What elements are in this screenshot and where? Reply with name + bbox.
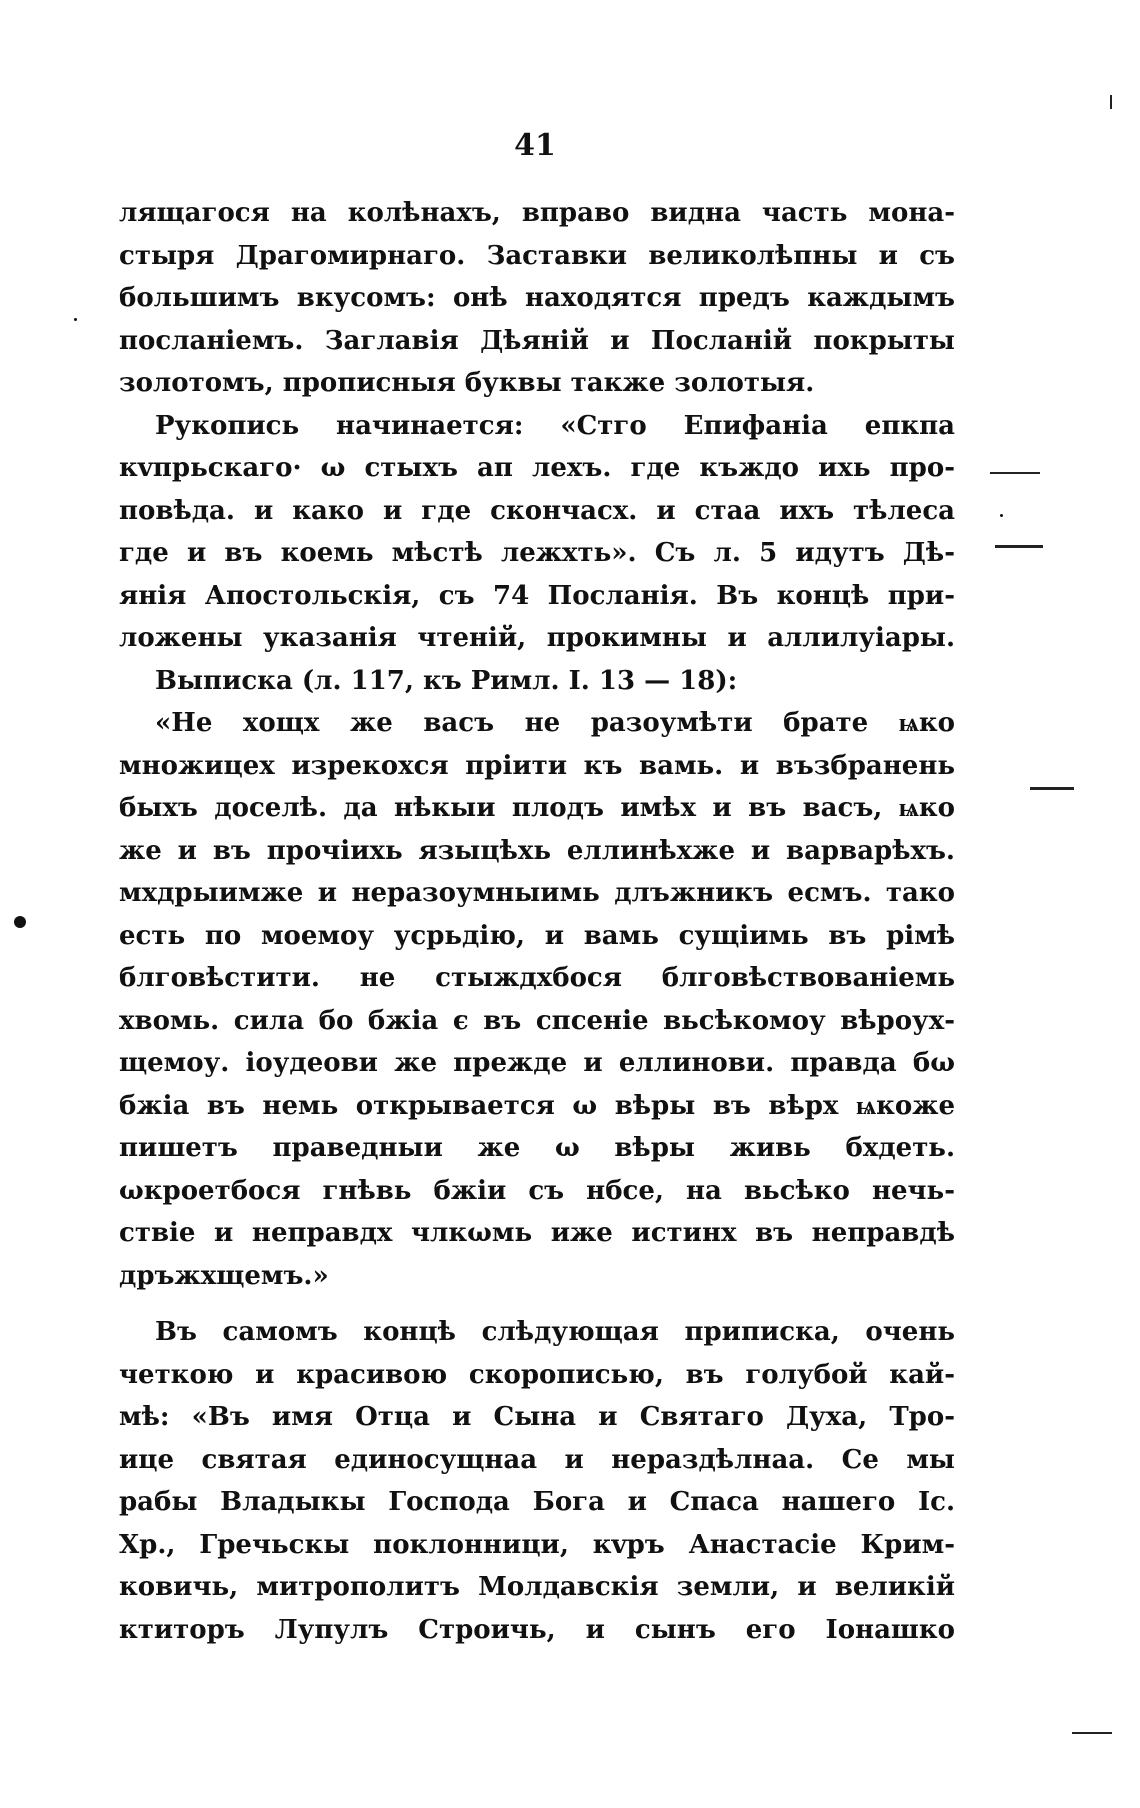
text-line: золотомъ, прописныя буквы также золотыя. [119, 368, 815, 398]
quote-line: «Не хощх же васъ не разоумѣти брате ѩко [155, 708, 955, 738]
margin-mark [1030, 787, 1074, 790]
quote-line: дръжхщемъ.» [119, 1260, 329, 1291]
text-line: Выписка (л. 117, къ Римл. I. 13 — 18): [155, 665, 738, 696]
text-line: лящагося на колѣнахъ, вправо видна часть мона- [119, 198, 955, 228]
margin-mark [995, 545, 1043, 548]
margin-mark [1072, 1732, 1112, 1734]
quote-line: же и въ прочіихь языцѣхь еллинѣхже и варварѣхъ. [119, 835, 955, 866]
text-line: Рукопись начинается: «Стго Епифаніа епкпа [155, 410, 955, 441]
text-line: посланіемъ. Заглавія Дѣяній и Посланій покрыты [119, 325, 955, 356]
quote-line: мхдрыимже и неразоумныимь длъжникъ есмъ. тако [119, 878, 955, 908]
quote-line: ωкроетбося гнѣвь бжіи съ нбсе, на вьсѣко нечь- [119, 1175, 955, 1206]
quote-line: щемоу. іоудеови же прежде и еллинови. правда бω [119, 1048, 955, 1078]
text-line: янія Апостольскія, съ 74 Посланія. Въ концѣ при- [119, 580, 955, 611]
page-number: 41 [514, 128, 556, 163]
text-line: кvпрьскаго· ω стыхъ ап лехъ. где къждо ихь про- [119, 453, 955, 483]
margin-mark [1110, 95, 1112, 109]
text-line: ице святая единосущнаа и нераздѣлнаа. Се мы [119, 1444, 955, 1475]
margin-dot [74, 318, 77, 321]
quote-line: хвомь. сила бо бжіа є въ спсеніе вьсѣкомоу вѣроух- [119, 1005, 955, 1036]
quote-line: ствіе и неправдх члкωмь иже истинх въ неправдѣ [119, 1218, 955, 1248]
body-text [119, 192, 955, 1651]
quote-line: есть по моемоу усрьдію, и вамь сущіимь въ рімѣ [119, 920, 955, 951]
text-line: Хр., Гречьскы поклонници, кvръ Анастасіе Крим- [119, 1529, 955, 1560]
quote-line: блговѣстити. не стыждхбося блговѣствованіемь [119, 963, 955, 993]
text-line: большимъ вкусомъ: онѣ находятся предъ каждымъ [119, 283, 955, 313]
quote-line: множицех изрекохся пріити къ вамь. и възбранень [119, 750, 955, 781]
text-line: четкою и красивою скорописью, въ голубой кай- [119, 1359, 955, 1390]
paragraph-gap [119, 1297, 955, 1311]
text-line: Въ самомъ концѣ слѣдующая приписка, очень [155, 1317, 955, 1347]
text-line: мѣ: «Въ имя Отца и Сына и Святаго Духа, Тро- [119, 1402, 955, 1432]
margin-dot [14, 916, 26, 928]
text-line: стыря Драгомирнаго. Заставки великолѣпны и съ [119, 240, 955, 271]
quote-line: пишетъ праведныи же ω вѣры живь бхдеть. [119, 1133, 955, 1163]
quote-line: бжіа въ немь открывается ω вѣры въ вѣрх ѩкоже [119, 1090, 955, 1121]
text-line: ктиторъ Лупулъ Строичь, и сынъ его Іонашко [119, 1614, 955, 1645]
text-line: повѣда. и како и где скончасх. и стаа ихъ тѣлеса [119, 495, 955, 526]
quote-line: быхъ доселѣ. да нѣкыи плодъ имѣх и въ васъ, ѩко [119, 793, 955, 823]
text-line: ковичь, митрополитъ Молдавскія земли, и великій [119, 1572, 955, 1602]
text-line: рабы Владыкы Господа Бога и Спаса нашего Іс. [119, 1487, 955, 1517]
margin-mark [990, 472, 1040, 474]
margin-dot [1000, 514, 1003, 517]
text-line: где и въ коемь мѣстѣ лежхть». Съ л. 5 идутъ Дѣ- [119, 538, 955, 568]
text-line: ложены указанія чтеній, прокимны и аллилуіары. [119, 623, 955, 653]
